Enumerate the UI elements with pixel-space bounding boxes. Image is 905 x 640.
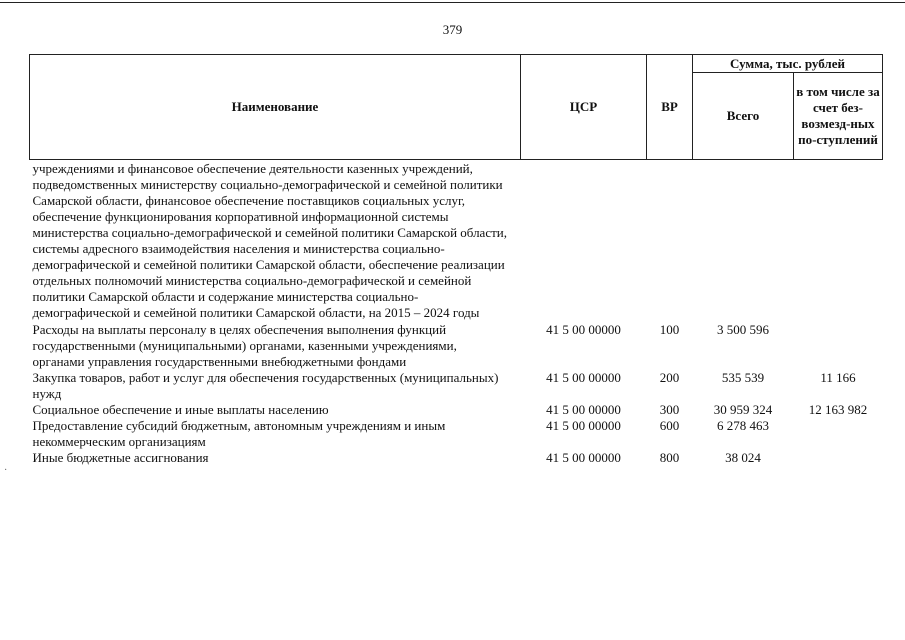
row-vr: 300 [659,402,680,417]
row-csr: 41 5 00 00000 [546,402,621,417]
row-total: 30 959 324 [713,402,773,417]
row-grant: 12 163 982 [808,402,868,417]
row-total: 6 278 463 [717,418,769,433]
row-vr: 100 [659,322,680,337]
row-name: Закупка товаров, работ и услуг для обеспечения государственных (муниципальных) нужд [32,370,499,401]
row-total: 38 024 [725,450,761,465]
row-total: 3 500 596 [717,322,769,337]
header-total: Всего [693,73,794,160]
table-row [30,418,883,450]
scan-mark: · [4,465,8,476]
row-vr: 600 [659,418,680,433]
table-row [30,322,883,370]
row-name: Иные бюджетные ассигнования [32,450,209,465]
table-row [30,370,883,402]
row-csr: 41 5 00 00000 [546,450,621,465]
budget-table [29,54,883,466]
table-row [30,450,883,466]
header-grant: в том числе за счет без-возмезд-ных по-ступлений [794,73,883,160]
row-name: Предоставление субсидий бюджетным, автономным учреждениям и иным некоммерческим организациям [32,418,446,449]
header-name: Наименование [30,55,521,160]
row-total: 535 539 [721,370,765,385]
row-csr: 41 5 00 00000 [546,418,621,433]
row-grant [794,418,883,450]
row-name: Расходы на выплаты персоналу в целях обеспечения выполнения функций государственными (муниципальными) органами, казенными учреждениями, органами управления государственными внебюджетными фондами [32,322,457,369]
row-grant: 11 166 [820,370,856,385]
row-grant [794,322,883,370]
row-vr: 800 [659,450,680,465]
row-csr: 41 5 00 00000 [546,370,621,385]
table-row [30,402,883,418]
continuation-text: учреждениями и финансовое обеспечение деятельности казенных учреждений, подведомственных министерству социально-демографической и семейной политики Самарской области, финансовое обеспечение поставщиков социальных услуг, обеспечение функционирования корпоративной информационной системы министерства социально-демографической и семейной политики Самарской области, системы адресного взаимодействия населения и министерства социально-демографической и семейной политики Самарской области, обеспечение реализации отдельных полномочий министерства социально-демографической и семейной политики Самарской области и содержание министерства социально-демографической и семейной политики Самарской области, на 2015 – 2024 годы [32,161,507,320]
header-vr: ВР [647,55,693,160]
row-vr: 200 [659,370,680,385]
row-csr: 41 5 00 00000 [546,322,621,337]
header-csr: ЦСР [521,55,647,160]
continuation-row [30,160,883,323]
top-rule [0,2,905,3]
row-name: Социальное обеспечение и иные выплаты населению [32,402,329,417]
row-grant [794,450,883,466]
header-sum: Сумма, тыс. рублей [693,55,883,73]
page-number: 379 [442,22,463,37]
